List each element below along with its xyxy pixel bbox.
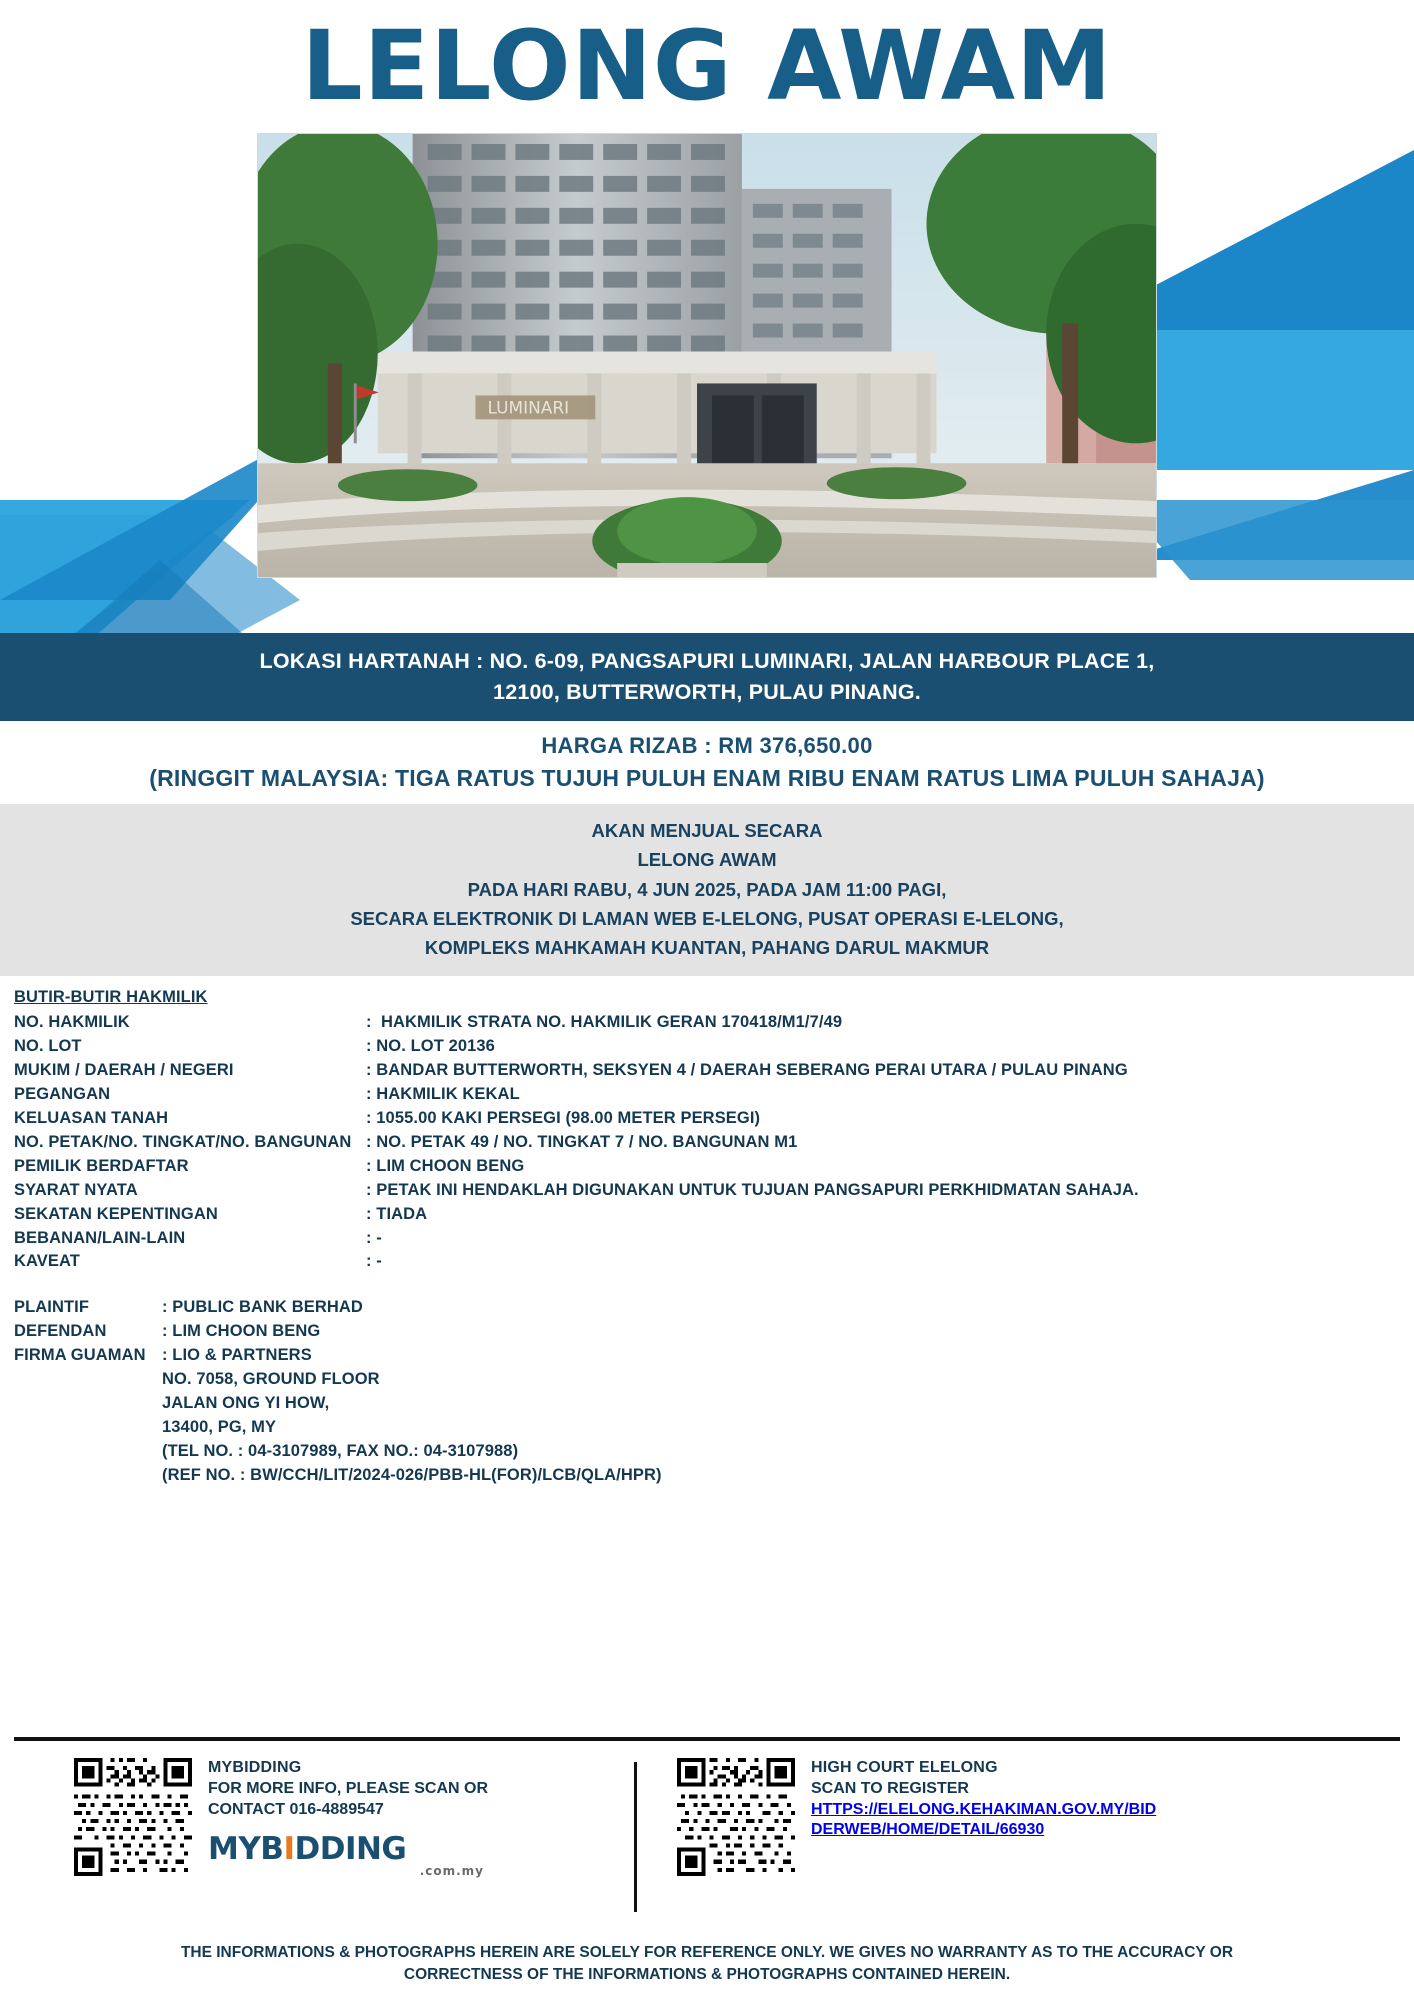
- mybidding-qr-code[interactable]: [74, 1758, 192, 1876]
- reserve-price: HARGA RIZAB : RM 376,650.00: [541, 733, 873, 759]
- property-photo-image: [258, 134, 1156, 578]
- location-line-2: 12100, BUTTERWORTH, PULAU PINANG.: [493, 679, 921, 704]
- detail-row: [14, 1035, 1400, 1059]
- detail-value: : NO. LOT 20136: [366, 1037, 495, 1056]
- law-firm-address-line: 13400, PG, MY: [162, 1417, 277, 1436]
- detail-row: [14, 1011, 1400, 1035]
- detail-row: [14, 1155, 1400, 1179]
- detail-key: MUKIM / DAERAH / NEGERI: [14, 1061, 234, 1080]
- party-key: FIRMA GUAMAN: [14, 1346, 146, 1365]
- law-firm-address-line: JALAN ONG YI HOW,: [162, 1394, 330, 1413]
- page-title: LELONG AWAM: [301, 10, 1113, 122]
- footer-vertical-divider: [634, 1762, 637, 1912]
- party-row: [14, 1344, 1400, 1368]
- detail-row: [14, 1083, 1400, 1107]
- party-value: : PUBLIC BANK BERHAD: [162, 1298, 363, 1317]
- disclaimer-line-2: CORRECTNESS OF THE INFORMATIONS & PHOTOGRAPHS CONTAINED HEREIN.: [403, 1966, 1011, 1984]
- detail-row: [14, 1179, 1400, 1203]
- mybidding-label: MYBIDDING: [208, 1759, 302, 1776]
- law-firm-reference: (REF NO. : BW/CCH/LIT/2024-026/PBB-HL(FOR)/LCB/QLA/HPR): [162, 1465, 662, 1484]
- elelong-label: HIGH COURT ELELONG: [811, 1759, 998, 1776]
- mybidding-contact: CONTACT 016-4889547: [208, 1800, 384, 1818]
- detail-value: : HAKMILIK STRATA NO. HAKMILIK GERAN 170418/M1/7/49: [366, 1013, 843, 1032]
- detail-key: NO. PETAK/NO. TINGKAT/NO. BANGUNAN: [14, 1132, 352, 1151]
- location-line-1: LOKASI HARTANAH : NO. 6-09, PANGSAPURI LUMINARI, JALAN HARBOUR PLACE 1,: [259, 648, 1155, 673]
- detail-row: [14, 1131, 1400, 1155]
- detail-key: NO. HAKMILIK: [14, 1013, 130, 1032]
- detail-value: : BANDAR BUTTERWORTH, SEKSYEN 4 / DAERAH SEBERANG PERAI UTARA / PULAU PINANG: [366, 1061, 1128, 1080]
- footer-divider: [14, 1737, 1400, 1741]
- detail-value: : LIM CHOON BENG: [366, 1156, 525, 1175]
- detail-key: SEKATAN KEPENTINGAN: [14, 1204, 218, 1223]
- title-particulars: [0, 976, 1414, 1488]
- footer-elelong: [677, 1758, 1161, 1876]
- mybidding-logo-part-a: MYB: [208, 1831, 284, 1868]
- mybidding-logo: [208, 1831, 488, 1879]
- mybidding-logo-part-b: DDING: [294, 1831, 407, 1868]
- detail-value: : TIADA: [366, 1204, 428, 1223]
- detail-value: : NO. PETAK 49 / NO. TINGKAT 7 / NO. BANGUNAN M1: [366, 1132, 798, 1151]
- law-firm-address-line: NO. 7058, GROUND FLOOR: [162, 1370, 380, 1389]
- detail-value: : HAKMILIK KEKAL: [366, 1085, 520, 1103]
- detail-key: PEMILIK BERDAFTAR: [14, 1156, 189, 1175]
- detail-key: KELUASAN TANAH: [14, 1108, 169, 1127]
- detail-key: BEBANAN/LAIN-LAIN: [14, 1228, 186, 1247]
- detail-value: : 1055.00 KAKI PERSEGI (98.00 METER PERSEGI): [366, 1108, 761, 1127]
- sale-line-3: PADA HARI RABU, 4 JUN 2025, PADA JAM 11:00 PAGI,: [467, 878, 947, 900]
- detail-row: [14, 1107, 1400, 1131]
- detail-key: NO. LOT: [14, 1037, 82, 1056]
- reserve-price-words: (RINGGIT MALAYSIA: TIGA RATUS TUJUH PULUH ENAM RIBU ENAM RATUS LIMA PULUH SAHAJA): [149, 765, 1265, 792]
- detail-row: [14, 1250, 1400, 1274]
- sale-line-2: LELONG AWAM: [637, 849, 777, 871]
- elelong-scan-text: SCAN TO REGISTER: [811, 1779, 969, 1797]
- party-key: PLAINTIF: [14, 1298, 90, 1317]
- detail-key: KAVEAT: [14, 1252, 80, 1271]
- location-banner: [0, 633, 1414, 721]
- sale-line-5: KOMPLEKS MAHKAMAH KUANTAN, PAHANG DARUL MAKMUR: [424, 937, 990, 959]
- svg-text:LUMINARI: LUMINARI: [487, 397, 570, 418]
- party-value: : LIM CHOON BENG: [162, 1322, 321, 1341]
- party-value: : LIO & PARTNERS: [162, 1346, 312, 1365]
- detail-row: [14, 1227, 1400, 1251]
- sale-line-4: SECARA ELEKTRONIK DI LAMAN WEB E-LELONG, PUSAT OPERASI E-LELONG,: [350, 907, 1064, 929]
- elelong-link[interactable]: HTTPS://ELELONG.KEHAKIMAN.GOV.MY/BIDDERWEB/HOME/DETAIL/66930: [811, 1800, 1157, 1839]
- title-particulars-heading: BUTIR-BUTIR HAKMILIK: [14, 988, 208, 1007]
- mybidding-logo-tld: .com.my: [419, 1864, 485, 1879]
- detail-key: SYARAT NYATA: [14, 1180, 138, 1199]
- page-header: [0, 0, 1414, 122]
- footer-mybidding: [14, 1758, 634, 1879]
- auction-details-block: [0, 804, 1414, 976]
- mybidding-logo-accent: I: [283, 1831, 295, 1868]
- detail-row: [14, 1059, 1400, 1083]
- disclaimer-line-1: THE INFORMATIONS & PHOTOGRAPHS HEREIN ARE SOLELY FOR REFERENCE ONLY. WE GIVES NO WARRANTY AS TO THE ACCURACY OR: [180, 1944, 1234, 1961]
- detail-value: : -: [366, 1228, 382, 1247]
- detail-row: [14, 1203, 1400, 1227]
- party-key: DEFENDAN: [14, 1322, 107, 1341]
- parties-block: [14, 1296, 1400, 1487]
- footer: [0, 1748, 1414, 1912]
- detail-key: PEGANGAN: [14, 1085, 111, 1103]
- law-firm-phone: (TEL NO. : 04-3107989, FAX NO.: 04-3107988): [162, 1441, 519, 1460]
- detail-value: : -: [366, 1252, 382, 1271]
- property-photo: [257, 133, 1157, 578]
- disclaimer: [0, 1942, 1414, 1987]
- party-row: [14, 1296, 1400, 1320]
- sale-line-1: AKAN MENJUAL SECARA: [591, 820, 823, 842]
- law-firm-address: [162, 1368, 1400, 1488]
- mybidding-scan-text: FOR MORE INFO, PLEASE SCAN OR: [208, 1779, 489, 1797]
- reserve-price-block: [0, 721, 1414, 804]
- party-row: [14, 1320, 1400, 1344]
- high-court-elelong-qr-code[interactable]: [677, 1758, 795, 1876]
- detail-value: : PETAK INI HENDAKLAH DIGUNAKAN UNTUK TUJUAN PANGSAPURI PERKHIDMATAN SAHAJA.: [366, 1180, 1139, 1199]
